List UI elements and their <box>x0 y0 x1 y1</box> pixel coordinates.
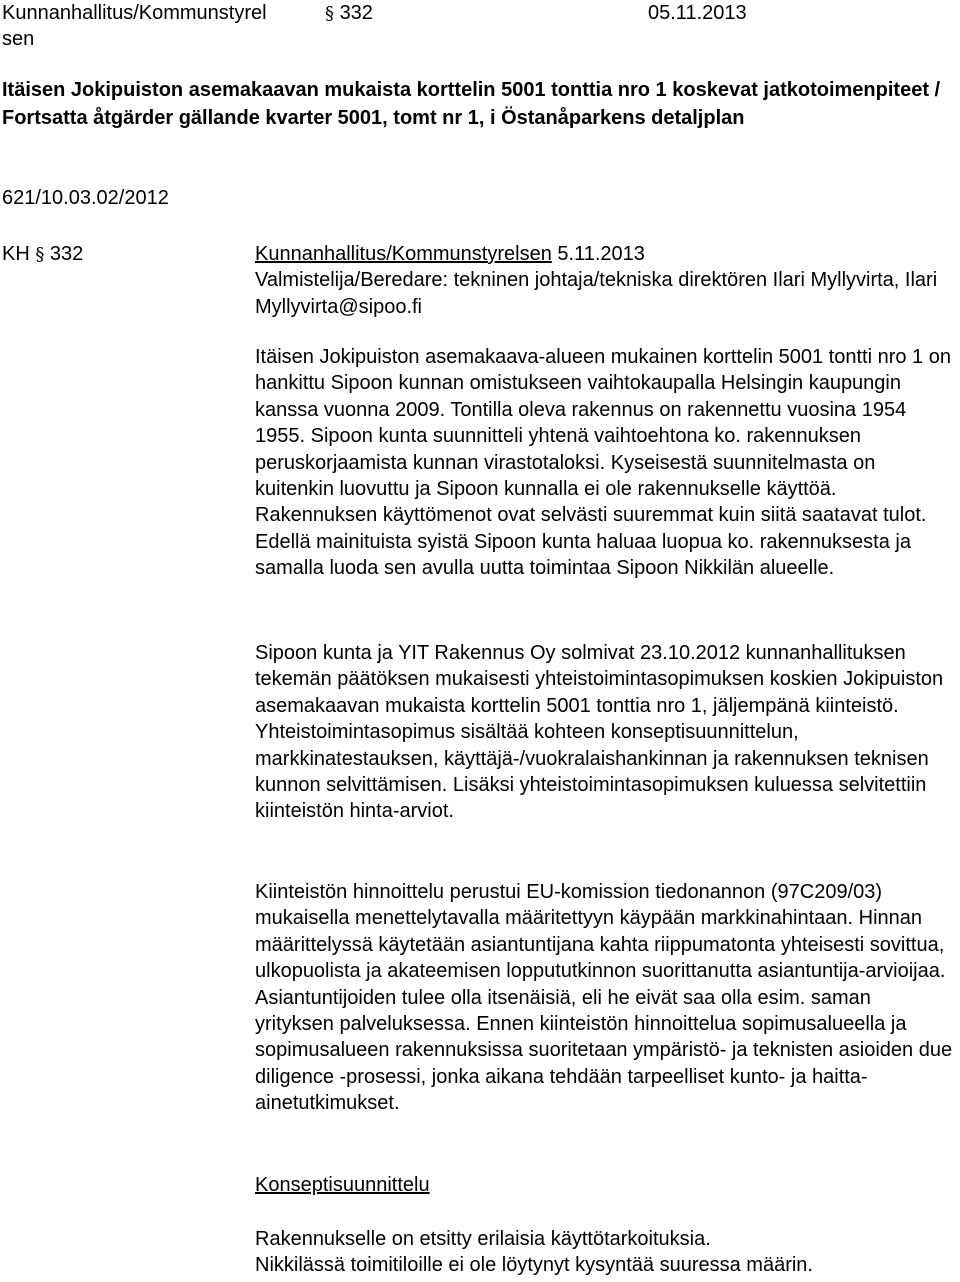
header-number: 332 <box>339 2 373 24</box>
paragraph-text: Kiinteistön hinnoittelu perustui EU-komission tiedonannon (97C209/03) mukaisella menettelytavalla määritettyyn käypään markkinahintaan. Hinnan määrittelyssä käytetään asiantuntijana kahta riippumatonta yhteisesti sovittua, ulkopuolista ja akateemisen loppututkinnon suorittanutta asiantuntija-arvioijaa. Asiantuntijoiden tulee olla itsenäisiä, eli he eivät saa olla esim. saman yrityksen palveluksessa. Ennen kiinteistön hinnoittelua sopimusalueella ja sopimusalueen rakennuksissa suoritetaan ympäristö- ja teknisten asioiden due diligence -prosessi, jonka aikana tehdään tarpeelliset kunto- ja haitta-ainetutkimukset. <box>255 881 953 1115</box>
body-name-link[interactable]: Kunnanhallitus/Kommunstyrelsen <box>255 243 552 265</box>
section-sign: § <box>325 3 334 24</box>
paragraph-concept <box>255 1226 955 1279</box>
paragraph-text: Itäisen Jokipuiston asemakaava-alueen mukainen korttelin 5001 tontti nro 1 on hankittu Sipoon kunnan omistukseen vaihtokaupalla Helsingin kaupungin kanssa vuonna 2009. Tontilla oleva rakennus on rakennettu vuosina 1954 1955. Sipoon kunta suunnitteli yhtenä vaihtoehtona ko. rakennuksen peruskorjaamista kunnan virastotaloksi. Kyseisestä suunnitelmasta on kuitenkin luovuttu ja Sipoon kunnalla ei ole rakennukselle käyttöä. Rakennuksen käyttömenot ovat selvästi suuremmat kuin siitä saatavat tulot. Edellä mainituista syistä Sipoon kunta haluaa luopua ko. rakennuksesta ja samalla luoda sen avulla uutta toimintaa Sipoon Nikkilän alueelle. <box>255 346 951 580</box>
header-body-line1: Kunnanhallitus/Kommunstyrel <box>2 2 267 24</box>
header-section-number <box>325 0 373 27</box>
section-heading-konseptisuunnittelu <box>255 1172 955 1198</box>
kh-section-label <box>2 241 83 268</box>
paragraph-background <box>255 344 955 582</box>
paragraph-text: Sipoon kunta ja YIT Rakennus Oy solmivat 23.10.2012 kunnanhallituksen tekemän päätöksen mukaisesti yhteistoimintasopimuksen koskien Jokipuiston asemakaavan mukaista korttelin 5001 tonttia nro 1, jäljempänä kiinteistö. Yhteistoimintasopimus sisältää kohteen konseptisuunnittelun, markkinatestauksen, käyttäjä-/vuokralaishankinnan ja rakennuksen teknisen kunnon selvittämisen. Lisäksi yhteistoimintasopimuksen kuluessa selvitettiin kiinteistön hinta-arviot. <box>255 642 944 823</box>
kh-number: 332 <box>49 243 84 265</box>
paragraph-line: Rakennukselle on etsitty erilaisia käyttötarkoituksia. <box>255 1228 711 1250</box>
document-title: Itäisen Jokipuiston asemakaavan mukaista korttelin 5001 tonttia nro 1 koskevat jatkotoimenpiteet / Fortsatta åtgärder gällande kvarter 5001, tomt nr 1, i Östanåparkens detaljplan <box>2 79 941 129</box>
paragraph-cooperation-agreement <box>255 640 955 825</box>
meeting-date: 5.11.2013 <box>557 243 645 265</box>
header-date: 05.11.2013 <box>648 2 747 24</box>
preparer-info: Valmistelija/Beredare: tekninen johtaja/tekniska direktören Ilari Myllyvirta, Ilari Myllyvirta@sipoo.fi <box>255 269 938 318</box>
document-reference: 621/10.03.02/2012 <box>2 187 169 209</box>
paragraph-pricing <box>255 879 955 1117</box>
section-heading: Konseptisuunnittelu <box>255 1174 430 1196</box>
section-sign: § <box>35 244 45 265</box>
header-body-line2: sen <box>2 28 35 50</box>
kh-prefix: KH <box>2 243 30 265</box>
preparation-block <box>255 241 955 320</box>
paragraph-line: Nikkilässä toimitiloille ei ole löytynyt kysyntää suuressa määrin. <box>255 1254 813 1277</box>
header-body-name <box>2 0 267 52</box>
